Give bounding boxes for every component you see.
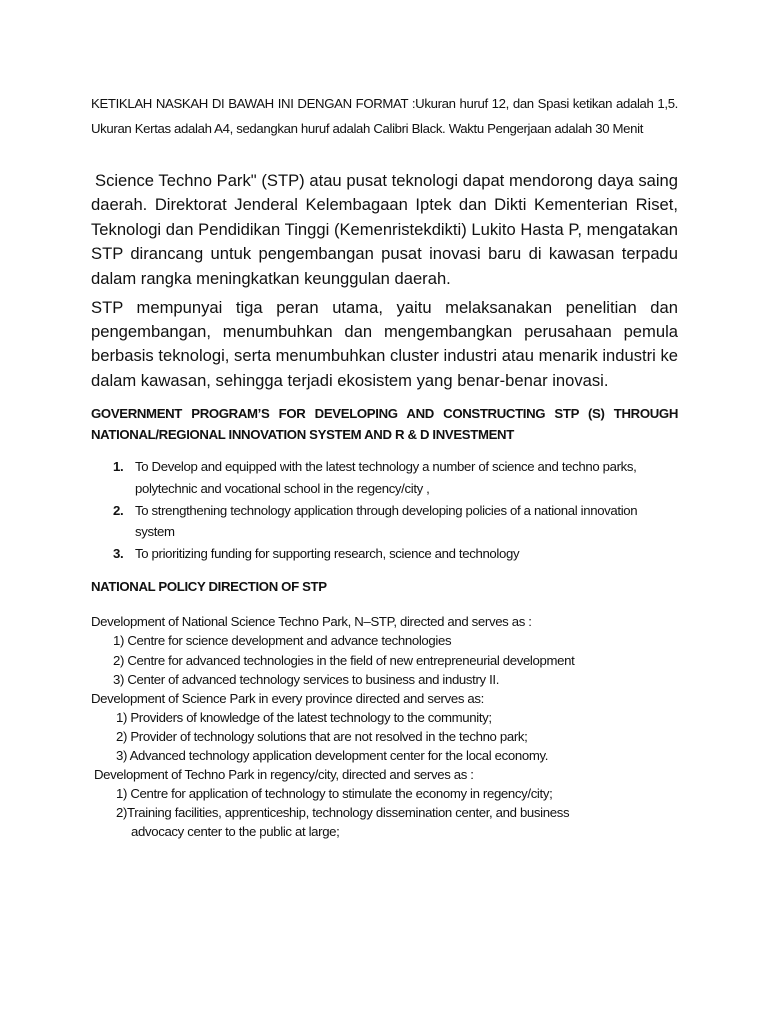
- science-park-item: 3) Advanced technology application development center for the local economy.: [116, 748, 549, 763]
- paragraph-stp-roles: STP mempunyai tiga peran utama, yaitu melaksanakan penelitian dan pengembangan, menumbuhkan dan mengembangkan perusahaan pemula berbasis teknologi, serta menumbuhkan cluster industri atau menarik industri ke dalam kawasan, sehingga terjadi ekosistem yang benar-benar inovasi.: [91, 298, 678, 390]
- techno-park-item: 2)Training facilities, apprenticeship, technology dissemination center, and business: [116, 805, 570, 820]
- list-item-number: 1.: [113, 459, 124, 474]
- national-policy-heading: NATIONAL POLICY DIRECTION OF STP: [91, 579, 327, 594]
- techno-park-item-continuation: advocacy center to the public at large;: [131, 824, 340, 839]
- format-instruction: KETIKLAH NASKAH DI BAWAH INI DENGAN FORMAT :Ukuran huruf 12, dan Spasi ketikan adalah 1,5. Ukuran Kertas adalah A4, sedangkan huruf adalah Calibri Black. Waktu Pengerjaan adalah 30 Menit: [91, 96, 678, 136]
- nstp-item: 1) Centre for science development and advance technologies: [113, 633, 452, 648]
- list-item-number: 3.: [113, 546, 124, 562]
- techno-park-intro: Development of Techno Park in regency/city, directed and serves as :: [94, 767, 474, 782]
- list-item: [91, 500, 678, 544]
- list-item: [91, 456, 678, 500]
- nstp-item: 2) Centre for advanced technologies in the field of new entrepreneurial development: [113, 653, 575, 668]
- science-park-item: 1) Providers of knowledge of the latest technology to the community;: [116, 710, 492, 725]
- list-item-number: 2.: [113, 502, 124, 518]
- science-park-intro: Development of Science Park in every province directed and serves as:: [91, 691, 484, 706]
- list-item-text: To strengthening technology application through developing policies of a national innovation system: [135, 502, 638, 540]
- science-park-item: 2) Provider of technology solutions that are not resolved in the techno park;: [116, 729, 528, 744]
- list-item: [91, 543, 678, 565]
- government-program-heading: GOVERNMENT PROGRAM’S FOR DEVELOPING AND CONSTRUCTING STP (S) THROUGH NATIONAL/REGIONAL INNOVATION SYSTEM AND R & D INVESTMENT: [91, 406, 678, 442]
- nstp-intro: Development of National Science Techno Park, N–STP, directed and serves as :: [91, 614, 532, 629]
- list-item-text: To Develop and equipped with the latest technology a number of science and techno parks, polytechnic and vocational school in the regency/city ,: [135, 459, 637, 496]
- government-program-list: [91, 456, 678, 565]
- paragraph-stp-intro: Science Techno Park" (STP) atau pusat teknologi dapat mendorong daya saing daerah. Direktorat Jenderal Kelembagaan Iptek dan Dikti Kementerian Riset, Teknologi dan Pendidikan Tinggi (Kemenristekdikti) Lukito Hasta P, mengatakan STP dirancang untuk pengembangan pusat inovasi baru di kawasan terpadu dalam rangka meningkatkan keunggulan daerah.: [91, 171, 678, 288]
- list-item-text: To prioritizing funding for supporting research, science and technology: [135, 546, 520, 562]
- nstp-item: 3) Center of advanced technology services to business and industry II.: [113, 672, 500, 687]
- techno-park-item: 1) Centre for application of technology to stimulate the economy in regency/city;: [116, 786, 553, 801]
